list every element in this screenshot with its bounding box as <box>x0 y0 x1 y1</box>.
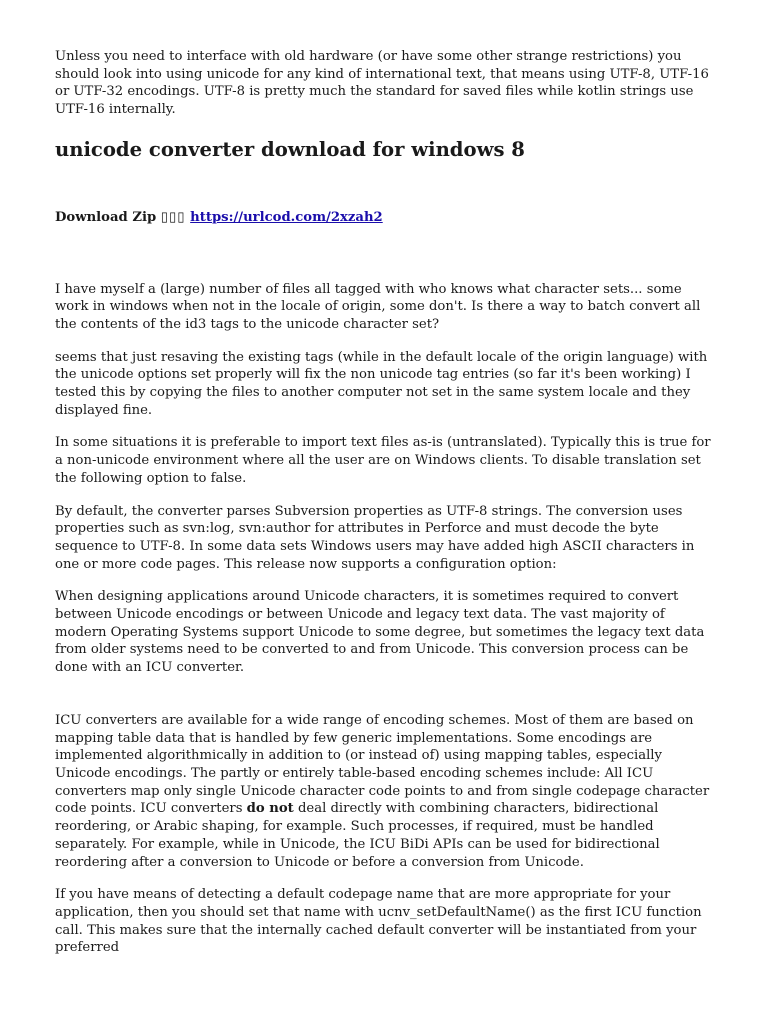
download-link[interactable]: https://urlcod.com/2xzah2 <box>190 209 383 225</box>
paragraph-designing-apps: When designing applications around Unicode characters, it is sometimes required to convert between Unicode encodings or between Unicode and legacy text data. The vast majority of modern Operating Systems support Unicode to some degree, but sometimes the legacy text data from older systems need to be converted to and from Unicode. This conversion process can be done with an ICU converter. <box>55 589 705 676</box>
page-title: unicode converter download for windows 8 <box>55 137 525 161</box>
icu-text-before: ICU converters are available for a wide range of encoding schemes. Most of them are based on mapping table data that is handled by few generic implementations. Some encodings are implemented algorithmically in addition to (or instead of) using mapping tables, especially Unicode encodings. The partly or entirely table-based encoding schemes include: All ICU converters map only single Unicode character code points to and from single codepage character code points. ICU converters <box>55 712 710 817</box>
intro-paragraph: Unless you need to interface with old hardware (or have some other strange restrictions) you should look into using unicode for any kind of international text, that means using UTF-8, UTF-16 or UTF-32 encodings. UTF-8 is pretty much the standard for saved files while kotlin strings use UTF-16 internally. <box>55 49 709 118</box>
icu-text-after: deal directly with combining characters, bidirectional reordering, or Arabic shaping, for example. Such processes, if required, must be handled separately. For example, while in Unicode, the ICU BiDi APIs can be used for bidirectional reordering after a conversion to Unicode or before a conversion from Unicode. <box>55 801 660 870</box>
download-label: Download Zip <box>55 209 157 225</box>
document-page <box>55 48 717 972</box>
paragraph-default-codepage: If you have means of detecting a default codepage name that are more appropriate for your application, then you should set that name with ucnv_setDefaultName() as the first ICU function call. This makes sure that the internally cached default converter will be instantiated from your preferred <box>55 887 702 956</box>
paragraph-resaving-tags: seems that just resaving the existing tags (while in the default locale of the origin language) with the unicode options set properly will fix the non unicode tag entries (so far it's been working) I tested this by copying the files to another computer not set in the same system locale and they displayed fine. <box>55 349 708 418</box>
paragraph-id3-tags: I have myself a (large) number of files all tagged with who knows what character sets... some work in windows when not in the locale of origin, some don't. Is there a way to batch convert all the contents of the id3 tags to the unicode character set? <box>55 281 701 332</box>
download-line <box>55 209 717 227</box>
icu-bold-text: do not <box>246 801 294 817</box>
missing-glyph-icons: ▯▯▯ <box>160 209 186 225</box>
paragraph-icu-converters <box>55 712 717 871</box>
paragraph-subversion: By default, the converter parses Subversion properties as UTF-8 strings. The conversion uses properties such as svn:log, svn:author for attributes in Perforce and must decode the byte sequence to UTF-8. In some data sets Windows users may have added high ASCII characters in one or more code pages. This release now supports a configuration option: <box>55 503 695 572</box>
paragraph-import-text: In some situations it is preferable to import text files as-is (untranslated). Typically this is true for a non-unicode environment where all the user are on Windows clients. To disable translation set the following option to false. <box>55 435 711 486</box>
